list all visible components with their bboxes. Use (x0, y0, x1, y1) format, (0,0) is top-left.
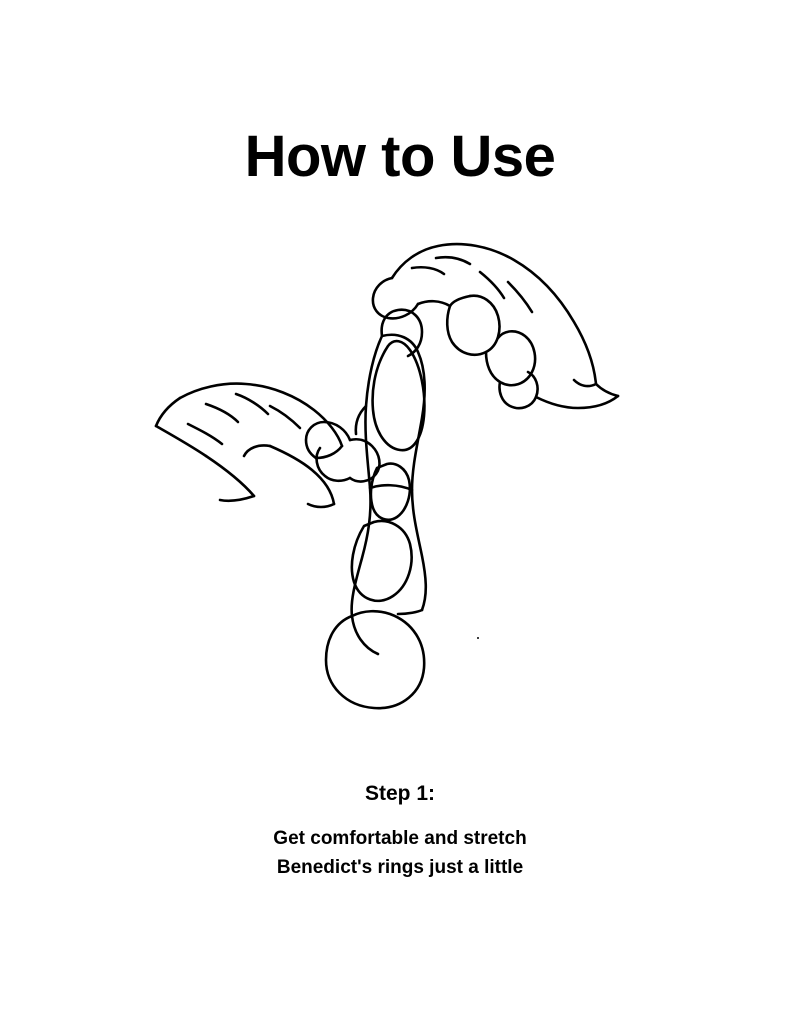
page-title: How to Use (244, 123, 556, 189)
stray-dot-mark (477, 637, 479, 639)
caption-line-2: Benedict's rings just a little (276, 856, 524, 878)
illustration-figure (150, 218, 670, 748)
caption-line-1: Get comfortable and stretch (273, 827, 527, 849)
step-label: Step 1: (364, 782, 435, 805)
line-drawing-two-hands-stretching-ring-device (150, 218, 670, 748)
caption-block (0, 778, 800, 882)
